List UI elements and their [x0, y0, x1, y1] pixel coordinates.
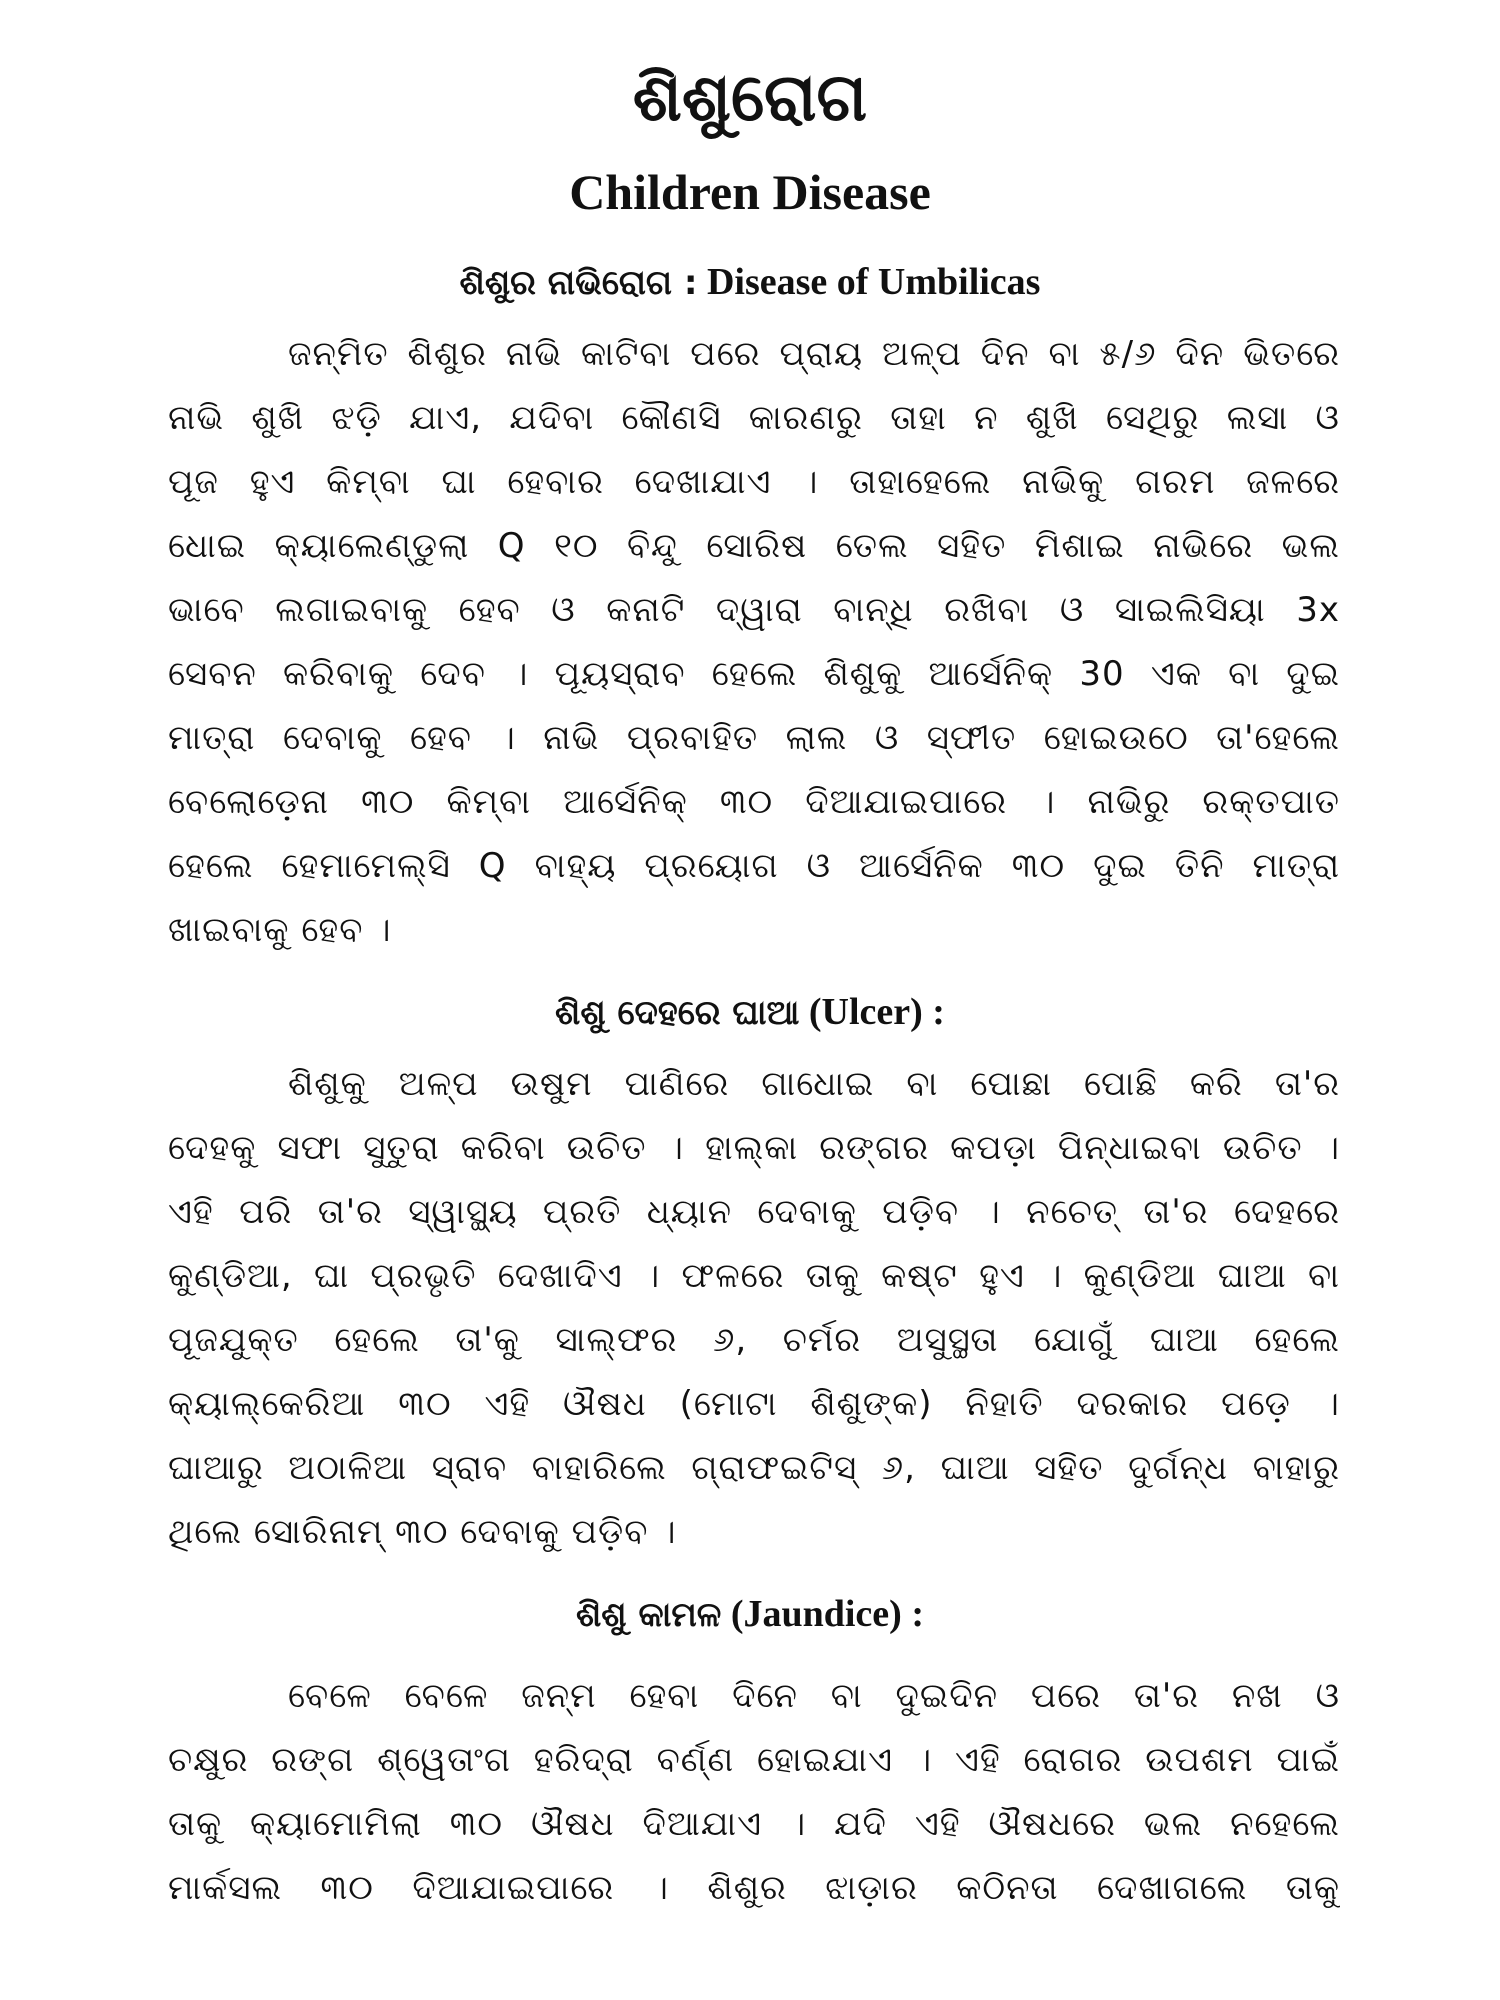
page-title-english: Children Disease — [569, 164, 931, 220]
page-title-odia: ଶିଶୁରୋଗ — [632, 59, 868, 136]
text-line: ଖାଇବାକୁ ହେବ । — [168, 910, 392, 950]
paragraph-umbilicus — [168, 322, 1340, 962]
text-line: ମାତ୍ରା ଦେବାକୁ ହେବ । ନାଭି ପ୍ରବାହିତ ଲାଲ ଓ ସ୍ଫୀତ ହୋଇଉଠେ ତା'ହେଲେ — [168, 718, 1340, 758]
text-line: ପୂଜ ହୁଏ କିମ୍ବା ଘା ହେବାର ଦେଖାଯାଏ । ତାହାହେଲେ ନାଭିକୁ ଗରମ ଜଳରେ — [168, 462, 1340, 502]
heading-english: Disease of Umbilicas — [706, 261, 1041, 303]
heading-odia: ଶିଶୁ କାମଳ — [576, 1595, 722, 1635]
paragraph-ulcer — [168, 1052, 1340, 1564]
text-line: ଏହି ପରି ତା'ର ସ୍ୱାସ୍ଥ୍ୟ ପ୍ରତି ଧ୍ୟାନ ଦେବାକୁ ପଡ଼ିବ । ନଚେତ୍ ତା'ର ଦେହରେ — [168, 1192, 1340, 1232]
heading-english: (Jaundice) : — [730, 1593, 924, 1635]
heading-english: (Ulcer) : — [808, 991, 945, 1033]
heading-odia: ଶିଶୁର ନାଭିରୋଗ : — [459, 263, 698, 303]
text-line: ମାର୍କସଲ ୩୦ ଦିଆଯାଇପାରେ । ଶିଶୁର ଝାଡ଼ାର କଠିନତା ଦେଖାଗଲେ ତାକୁ — [168, 1868, 1340, 1908]
section-heading-ulcer — [0, 988, 1500, 1037]
text-line: ତାକୁ କ୍ୟାମୋମିଲା ୩୦ ଔଷଧ ଦିଆଯାଏ । ଯଦି ଏହି ଔଷଧରେ ଭଲ ନହେଲେ — [168, 1804, 1340, 1844]
text-line: ଭାବେ ଲଗାଇବାକୁ ହେବ ଓ କନାଟି ଦ୍ୱାରା ବାନ୍ଧି ରଖିବା ଓ ସାଇଲିସିୟା 3x — [168, 590, 1340, 630]
text-line: ପୂଜଯୁକ୍ତ ହେଲେ ତା'କୁ ସାଲ୍‌ଫର ୬, ଚର୍ମର ଅସୁସ୍ଥତା ଯୋଗୁଁ ଘାଆ ହେଲେ — [168, 1320, 1340, 1360]
heading-odia: ଶିଶୁ ଦେହରେ ଘାଆ — [555, 993, 800, 1033]
text-line: ବେଳେ ବେଳେ ଜନ୍ମ ହେବା ଦିନେ ବା ଦୁଇଦିନ ପରେ ତା'ର ନଖ ଓ — [288, 1676, 1340, 1716]
text-line: ହେଲେ ହେମାମେଲ୍‌ସି Q ବାହ୍ୟ ପ୍ରୟୋଗ ଓ ଆର୍ସେନିକ ୩୦ ଦୁଇ ତିନି ମାତ୍ରା — [168, 846, 1340, 886]
section-heading-umbilicus — [0, 258, 1500, 307]
text-line: ଥିଲେ ସୋରିନାମ୍ ୩୦ ଦେବାକୁ ପଡ଼ିବ । — [168, 1512, 677, 1552]
text-line: ଚକ୍ଷୁର ରଙ୍ଗ ଶ୍ୱେତାଂଗ ହରିଦ୍ରା ବର୍ଣ୍ଣ ହୋଇଯାଏ । ଏହି ରୋଗର ଉପଶମ ପାଇଁ — [168, 1740, 1340, 1780]
text-line: କୁଣ୍ଡିଆ, ଘା ପ୍ରଭୃତି ଦେଖାଦିଏ । ଫଳରେ ତାକୁ କଷ୍ଟ ହୁଏ । କୁଣ୍ଡିଆ ଘାଆ ବା — [168, 1256, 1340, 1296]
text-line: ଧୋଇ କ୍ୟାଲେଣ୍ଡୁଲା Q ୧୦ ବିନ୍ଦୁ ସୋରିଷ ତେଲ ସହିତ ମିଶାଇ ନାଭିରେ ଭଲ — [168, 526, 1340, 566]
text-line: ବେଲୋଡ଼େନା ୩୦ କିମ୍ବା ଆର୍ସେନିକ୍ ୩୦ ଦିଆଯାଇପାରେ । ନାଭିରୁ ରକ୍ତପାତ — [168, 782, 1340, 822]
paragraph-jaundice — [168, 1664, 1340, 1920]
text-line: ଘାଆରୁ ଅଠାଳିଆ ସ୍ରାବ ବାହାରିଲେ ଗ୍ରାଫଇଟିସ୍ ୬, ଘାଆ ସହିତ ଦୁର୍ଗନ୍ଧ ବାହାରୁ — [168, 1448, 1340, 1488]
text-line: ସେବନ କରିବାକୁ ଦେବ । ପୂୟସ୍ରାବ ହେଲେ ଶିଶୁକୁ ଆର୍ସେନିକ୍ 30 ଏକ ବା ଦୁଇ — [168, 654, 1340, 694]
text-line: ନାଭି ଶୁଖି ଝଡ଼ି ଯାଏ, ଯଦିବା କୌଣସି କାରଣରୁ ତାହା ନ ଶୁଖି ସେଥିରୁ ଲସା ଓ — [168, 398, 1340, 438]
section-heading-jaundice — [0, 1590, 1500, 1639]
text-line: କ୍ୟାଲ୍‌କେରିଆ ୩୦ ଏହି ଔଷଧ (ମୋଟା ଶିଶୁଙ୍କ) ନିହାତି ଦରକାର ପଡ଼େ । — [168, 1384, 1340, 1424]
text-line: ଶିଶୁକୁ ଅଳ୍ପ ଉଷୁମ ପାଣିରେ ଗାଧୋଇ ବା ପୋଛା ପୋଛି କରି ତା'ର — [288, 1064, 1340, 1104]
text-line: ଦେହକୁ ସଫା ସୁତୁରା କରିବା ଉଚିତ । ହାଲ୍‌କା ରଙ୍ଗର କପଡ଼ା ପିନ୍ଧାଇବା ଉଚିତ । — [168, 1128, 1340, 1168]
text-line: ଜନ୍ମିତ ଶିଶୁର ନାଭି କାଟିବା ପରେ ପ୍ରାୟ ଅଳ୍ପ ଦିନ ବା ୫/୬ ଦିନ ଭିତରେ — [288, 334, 1340, 374]
